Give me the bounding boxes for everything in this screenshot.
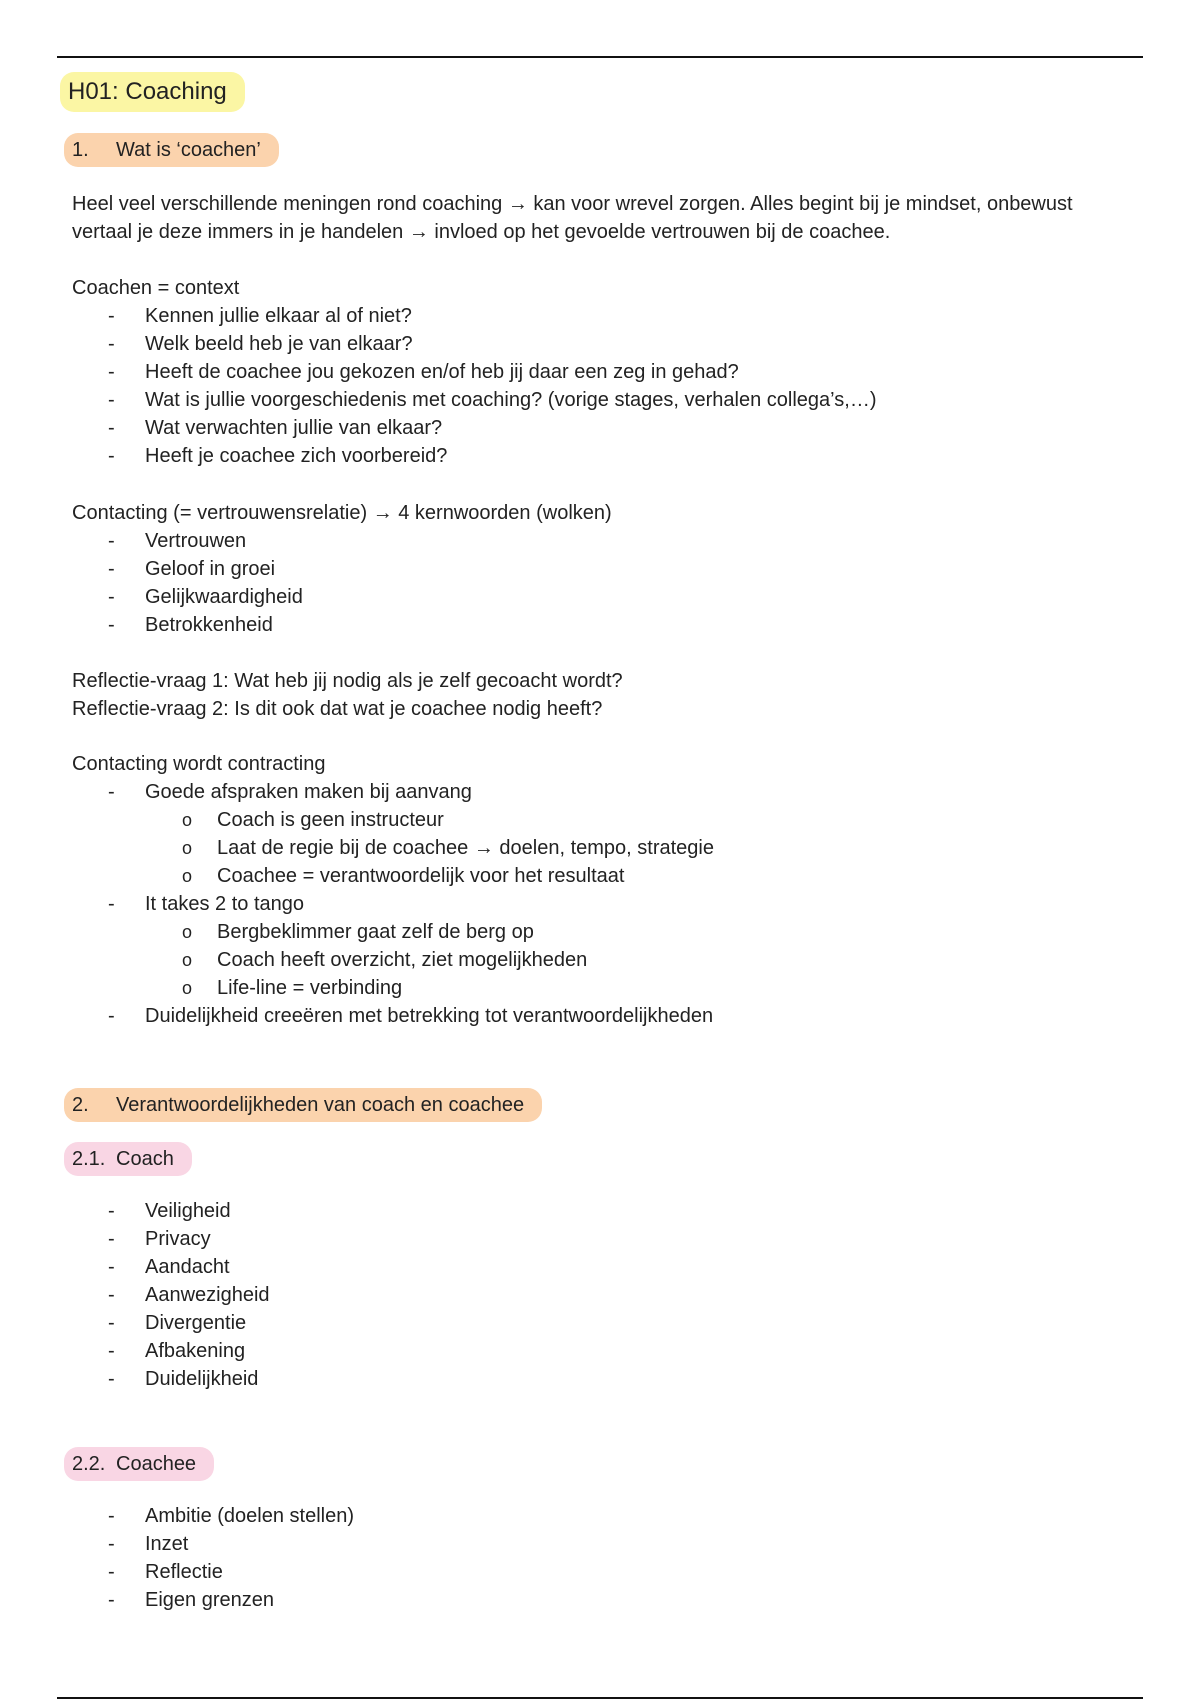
contracting-list (72, 778, 714, 1030)
reflection-question-1: Reflectie-vraag 1: Wat heb jij nodig als je zelf gecoacht wordt? (72, 670, 623, 692)
list-item: - Geloof in groei (72, 555, 303, 583)
list-item (72, 890, 714, 1002)
list-item-label: Goede afspraken maken bij aanvang (145, 781, 472, 803)
list-item (72, 778, 714, 890)
subsection-coachee-number: 2.2. (72, 1453, 106, 1475)
section-1-label: Wat is ‘coachen’ (116, 139, 261, 161)
contacting-heading: Contacting (= vertrouwensrelatie) → 4 kernwoorden (wolken) (72, 502, 612, 524)
context-list (72, 302, 876, 470)
list-item: - Wat verwachten jullie van elkaar? (72, 414, 876, 442)
list-item: - Aandacht (72, 1253, 270, 1281)
list-item: - Ambitie (doelen stellen) (72, 1502, 354, 1530)
contacting-list (72, 527, 303, 639)
list-item: - Kennen jullie elkaar al of niet? (72, 302, 876, 330)
section-2-heading (64, 1088, 542, 1122)
list-item: - Privacy (72, 1225, 270, 1253)
reflection-questions (72, 667, 623, 723)
list-item: - Betrokkenheid (72, 611, 303, 639)
sub-list-item: o Bergbeklimmer gaat zelf de berg op (72, 918, 714, 946)
list-item: - Heeft de coachee jou gekozen en/of heb jij daar een zeg in gehad? (72, 358, 876, 386)
sub-list-item: o Coachee = verantwoordelijk voor het resultaat (72, 862, 714, 890)
page-title: H01: Coaching (60, 72, 245, 112)
intro-line-1: Heel veel verschillende meningen rond coaching → kan voor wrevel zorgen. Alles begint bij je mindset, onbewust (72, 193, 1073, 215)
context-heading: Coachen = context (72, 277, 240, 299)
subsection-coachee-heading (64, 1447, 214, 1481)
section-1-heading (64, 133, 279, 167)
sub-list-item: o Coach heeft overzicht, ziet mogelijkheden (72, 946, 714, 974)
sub-list-item: o Coach is geen instructeur (72, 806, 714, 834)
subsection-coach-number: 2.1. (72, 1148, 106, 1170)
list-item: - Gelijkwaardigheid (72, 583, 303, 611)
list-item: - Divergentie (72, 1309, 270, 1337)
coachee-list (72, 1502, 354, 1614)
list-item: - Wat is jullie voorgeschiedenis met coaching? (vorige stages, verhalen collega’s,…) (72, 386, 876, 414)
list-item: - Veiligheid (72, 1197, 270, 1225)
section-1-number: 1. (72, 139, 89, 161)
sub-list-item: o Laat de regie bij de coachee → doelen, tempo, strategie (72, 834, 714, 862)
list-item-label: It takes 2 to tango (145, 893, 304, 915)
list-item: - Duidelijkheid creeëren met betrekking tot verantwoordelijkheden (72, 1002, 714, 1030)
list-item: - Duidelijkheid (72, 1365, 270, 1393)
list-item: - Vertrouwen (72, 527, 303, 555)
top-rule (57, 56, 1143, 58)
sub-list-item: o Life-line = verbinding (72, 974, 714, 1002)
subsection-coach-label: Coach (116, 1148, 174, 1170)
coach-list (72, 1197, 270, 1393)
bottom-rule (57, 1697, 1143, 1699)
section-2-number: 2. (72, 1094, 89, 1116)
subsection-coach-heading (64, 1142, 192, 1176)
section-2-label: Verantwoordelijkheden van coach en coachee (116, 1094, 525, 1116)
subsection-coachee-label: Coachee (116, 1453, 197, 1475)
intro-paragraph (72, 190, 1073, 246)
reflection-question-2: Reflectie-vraag 2: Is dit ook dat wat je coachee nodig heeft? (72, 698, 603, 720)
list-item: - Heeft je coachee zich voorbereid? (72, 442, 876, 470)
list-item: - Welk beeld heb je van elkaar? (72, 330, 876, 358)
list-item: - Reflectie (72, 1558, 354, 1586)
list-item: - Aanwezigheid (72, 1281, 270, 1309)
list-item: - Inzet (72, 1530, 354, 1558)
list-item: - Afbakening (72, 1337, 270, 1365)
intro-line-2: vertaal je deze immers in je handelen → invloed op het gevoelde vertrouwen bij de coachee. (72, 221, 891, 243)
contracting-heading: Contacting wordt contracting (72, 753, 326, 775)
list-item: - Eigen grenzen (72, 1586, 354, 1614)
